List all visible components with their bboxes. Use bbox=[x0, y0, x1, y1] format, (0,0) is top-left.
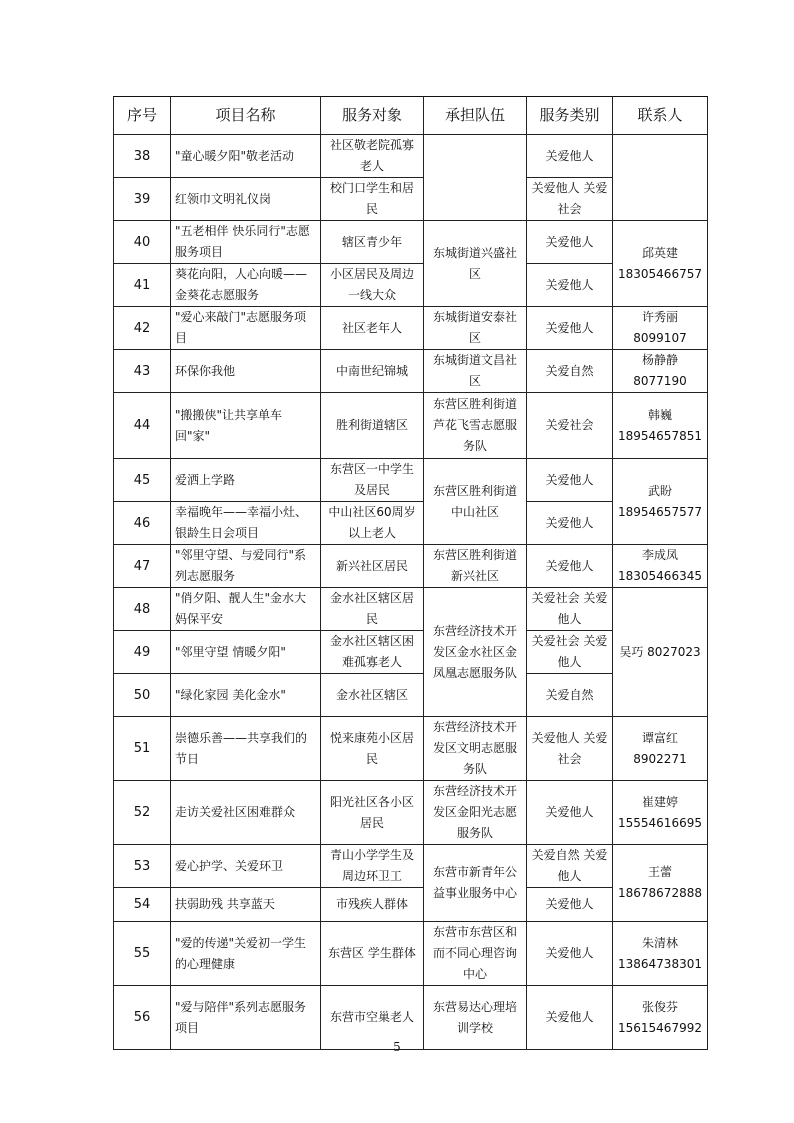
row-project-name: "爱心来敲门"志愿服务项目 bbox=[171, 307, 321, 350]
row-project-name: 幸福晚年——幸福小灶、银龄生日会项目 bbox=[171, 502, 321, 545]
volunteer-project-table bbox=[113, 96, 708, 1050]
row-project-name: 爱洒上学路 bbox=[171, 459, 321, 502]
row-team: 东营易达心理培训学校 bbox=[424, 986, 527, 1050]
row-team: 东营经济技术开发区金水社区金凤凰志愿服务队 bbox=[424, 588, 527, 717]
table-row bbox=[114, 221, 708, 264]
row-index: 42 bbox=[114, 307, 171, 350]
row-index: 48 bbox=[114, 588, 171, 631]
row-service-target: 青山小学学生及周边环卫工 bbox=[321, 845, 424, 888]
row-team: 东城街道安泰社区 bbox=[424, 307, 527, 350]
row-index: 49 bbox=[114, 631, 171, 674]
row-contact: 邱英建 18305466757 bbox=[613, 221, 708, 307]
table-header-row bbox=[114, 97, 708, 135]
page-number: 5 bbox=[393, 1040, 401, 1054]
row-service-target: 中山社区60周岁以上老人 bbox=[321, 502, 424, 545]
row-service-target: 社区老年人 bbox=[321, 307, 424, 350]
row-index: 56 bbox=[114, 986, 171, 1050]
row-team bbox=[424, 135, 527, 221]
row-index: 54 bbox=[114, 888, 171, 922]
row-contact: 吴巧 8027023 bbox=[613, 588, 708, 717]
row-contact: 武盼 18954657577 bbox=[613, 459, 708, 545]
row-project-name: "童心暖夕阳"敬老活动 bbox=[171, 135, 321, 178]
row-service-target: 金水社区辖区 bbox=[321, 674, 424, 717]
row-project-name: "邻里守望 情暖夕阳" bbox=[171, 631, 321, 674]
row-index: 51 bbox=[114, 717, 171, 781]
row-service-category: 关爱他人 关爱社会 bbox=[527, 717, 613, 781]
row-contact: 王蕾 18678672888 bbox=[613, 845, 708, 922]
row-index: 47 bbox=[114, 545, 171, 588]
row-project-name: 环保你我他 bbox=[171, 350, 321, 393]
row-service-target: 东营区一中学生及居民 bbox=[321, 459, 424, 502]
table-row bbox=[114, 135, 708, 178]
row-service-category: 关爱他人 bbox=[527, 922, 613, 986]
row-index: 46 bbox=[114, 502, 171, 545]
row-contact: 朱清林 13864738301 bbox=[613, 922, 708, 986]
row-index: 50 bbox=[114, 674, 171, 717]
row-project-name: 爱心护学、关爱环卫 bbox=[171, 845, 321, 888]
row-index: 41 bbox=[114, 264, 171, 307]
row-service-category: 关爱自然 bbox=[527, 350, 613, 393]
row-service-target: 校门口学生和居民 bbox=[321, 178, 424, 221]
row-service-target: 胜利街道辖区 bbox=[321, 393, 424, 459]
row-index: 44 bbox=[114, 393, 171, 459]
row-project-name: "搬搬侠"让共享单车回"家" bbox=[171, 393, 321, 459]
row-team: 东营市新青年公益事业服务中心 bbox=[424, 845, 527, 922]
table-row bbox=[114, 393, 708, 459]
row-contact: 崔建婷 15554616695 bbox=[613, 781, 708, 845]
row-team: 东营经济技术开发区金阳光志愿服务队 bbox=[424, 781, 527, 845]
table-row bbox=[114, 717, 708, 781]
row-service-target: 阳光社区各小区居民 bbox=[321, 781, 424, 845]
table-row bbox=[114, 350, 708, 393]
header-project-name: 项目名称 bbox=[171, 97, 321, 135]
row-project-name: "五老相伴 快乐同行"志愿服务项目 bbox=[171, 221, 321, 264]
row-project-name: 扶弱助残 共享蓝天 bbox=[171, 888, 321, 922]
row-service-category: 关爱自然 关爱他人 bbox=[527, 845, 613, 888]
row-index: 43 bbox=[114, 350, 171, 393]
row-project-name: "爱与陪伴"系列志愿服务项目 bbox=[171, 986, 321, 1050]
row-service-category: 关爱自然 bbox=[527, 674, 613, 717]
row-team: 东城街道兴盛社区 bbox=[424, 221, 527, 307]
row-contact: 李成凤 18305466345 bbox=[613, 545, 708, 588]
row-contact: 许秀丽 8099107 bbox=[613, 307, 708, 350]
row-project-name: "邻里守望、与爱同行"系列志愿服务 bbox=[171, 545, 321, 588]
row-index: 40 bbox=[114, 221, 171, 264]
row-service-category: 关爱他人 bbox=[527, 307, 613, 350]
row-index: 39 bbox=[114, 178, 171, 221]
row-service-target: 市残疾人群体 bbox=[321, 888, 424, 922]
row-service-target: 中南世纪锦城 bbox=[321, 350, 424, 393]
row-team: 东营区胜利街道新兴社区 bbox=[424, 545, 527, 588]
row-service-target: 社区敬老院孤寡老人 bbox=[321, 135, 424, 178]
row-team: 东营经济技术开发区文明志愿服务队 bbox=[424, 717, 527, 781]
row-team: 东营区胜利街道芦花飞雪志愿服务队 bbox=[424, 393, 527, 459]
row-service-target: 辖区青少年 bbox=[321, 221, 424, 264]
row-contact: 张俊芬 15615467992 bbox=[613, 986, 708, 1050]
row-index: 45 bbox=[114, 459, 171, 502]
row-contact: 谭富红 8902271 bbox=[613, 717, 708, 781]
row-service-category: 关爱他人 bbox=[527, 459, 613, 502]
row-service-category: 关爱社会 关爱他人 bbox=[527, 631, 613, 674]
row-project-name: "俏夕阳、靓人生"金水大妈保平安 bbox=[171, 588, 321, 631]
row-service-category: 关爱他人 bbox=[527, 221, 613, 264]
row-index: 53 bbox=[114, 845, 171, 888]
row-service-category: 关爱他人 关爱社会 bbox=[527, 178, 613, 221]
row-service-category: 关爱他人 bbox=[527, 781, 613, 845]
row-index: 52 bbox=[114, 781, 171, 845]
row-project-name: 崇德乐善——共享我们的节日 bbox=[171, 717, 321, 781]
row-team: 东城街道文昌社区 bbox=[424, 350, 527, 393]
table-row bbox=[114, 845, 708, 888]
row-team: 东营区胜利街道中山社区 bbox=[424, 459, 527, 545]
table-row bbox=[114, 588, 708, 631]
table-row bbox=[114, 307, 708, 350]
row-index: 55 bbox=[114, 922, 171, 986]
header-index: 序号 bbox=[114, 97, 171, 135]
row-project-name: 红领巾文明礼仪岗 bbox=[171, 178, 321, 221]
row-service-category: 关爱社会 bbox=[527, 393, 613, 459]
table-row bbox=[114, 545, 708, 588]
row-service-target: 小区居民及周边一线大众 bbox=[321, 264, 424, 307]
table-row bbox=[114, 781, 708, 845]
row-index: 38 bbox=[114, 135, 171, 178]
document-page bbox=[113, 96, 707, 1035]
row-contact: 韩巍 18954657851 bbox=[613, 393, 708, 459]
row-project-name: "绿化家园 美化金水" bbox=[171, 674, 321, 717]
row-contact bbox=[613, 135, 708, 221]
row-team: 东营市东营区和而不同心理咨询中心 bbox=[424, 922, 527, 986]
header-contact: 联系人 bbox=[613, 97, 708, 135]
row-service-target: 金水社区辖区困难孤寡老人 bbox=[321, 631, 424, 674]
row-service-target: 东营市空巢老人 bbox=[321, 986, 424, 1050]
row-service-category: 关爱社会 关爱他人 bbox=[527, 588, 613, 631]
header-service-category: 服务类别 bbox=[527, 97, 613, 135]
row-service-target: 金水社区辖区居民 bbox=[321, 588, 424, 631]
row-service-target: 东营区 学生群体 bbox=[321, 922, 424, 986]
table-row bbox=[114, 459, 708, 502]
row-service-category: 关爱他人 bbox=[527, 502, 613, 545]
header-team: 承担队伍 bbox=[424, 97, 527, 135]
row-service-category: 关爱他人 bbox=[527, 986, 613, 1050]
row-project-name: 葵花向阳，人心向暖——金葵花志愿服务 bbox=[171, 264, 321, 307]
row-contact: 杨静静 8077190 bbox=[613, 350, 708, 393]
row-project-name: "爱的传递"关爱初一学生的心理健康 bbox=[171, 922, 321, 986]
row-service-category: 关爱他人 bbox=[527, 135, 613, 178]
header-service-target: 服务对象 bbox=[321, 97, 424, 135]
table-row bbox=[114, 922, 708, 986]
row-project-name: 走访关爱社区困难群众 bbox=[171, 781, 321, 845]
row-service-category: 关爱他人 bbox=[527, 888, 613, 922]
row-service-category: 关爱他人 bbox=[527, 264, 613, 307]
row-service-target: 悦来康苑小区居民 bbox=[321, 717, 424, 781]
row-service-category: 关爱他人 bbox=[527, 545, 613, 588]
row-service-target: 新兴社区居民 bbox=[321, 545, 424, 588]
